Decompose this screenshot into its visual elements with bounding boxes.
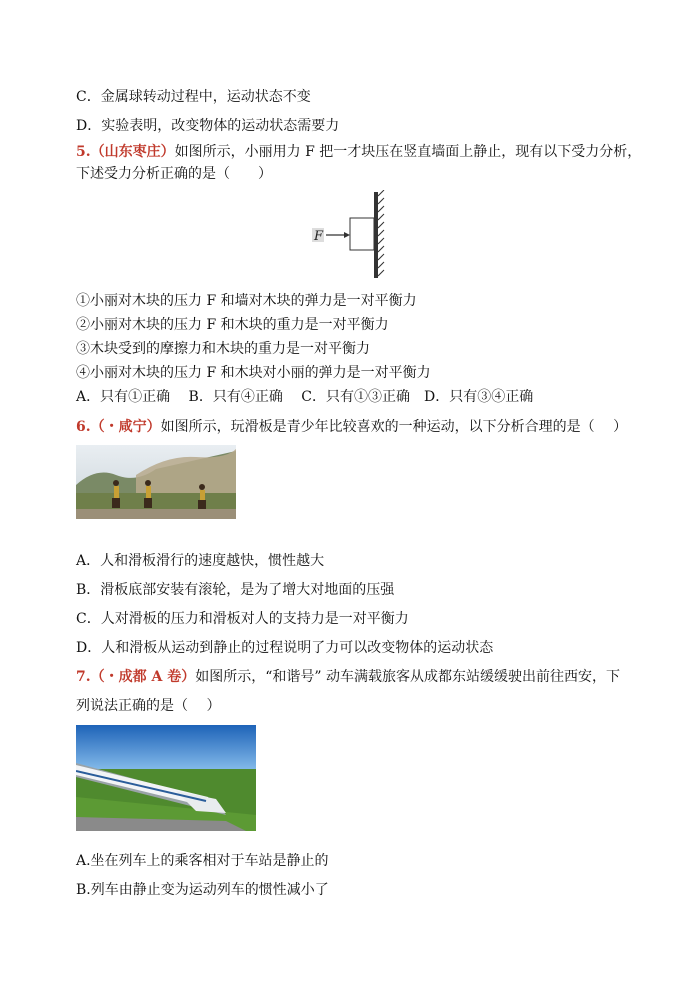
wall	[374, 192, 378, 278]
train-photo	[76, 725, 256, 831]
question-source: （・咸宁）	[90, 419, 161, 435]
question-number: 7.	[76, 669, 91, 685]
question-7-stem	[76, 668, 620, 686]
question-text: 如图所示，玩滑板是青少年比较喜欢的一种运动，以下分析合理的是（ ）	[160, 419, 628, 435]
q5-statement-2: ②小丽对木块的压力 F 和木块的重力是一对平衡力	[76, 317, 389, 333]
question-text: 如图所示，小丽用力 F 把一才块压在竖直墙面上静止，现有以下受力分析，	[174, 144, 642, 160]
wall-hatching	[378, 190, 384, 276]
force-label: F	[314, 229, 324, 244]
q6-option-a: A．人和滑板滑行的速度越快，惯性越大	[76, 553, 325, 569]
q6-option-c: C．人对滑板的压力和滑板对人的支持力是一对平衡力	[76, 611, 409, 627]
arrow-head-icon	[344, 232, 350, 238]
q5-statement-3: ③木块受到的摩擦力和木块的重力是一对平衡力	[76, 341, 370, 357]
force-wall-diagram	[310, 190, 390, 280]
q5-statement-1: ①小丽对木块的压力 F 和墙对木块的弹力是一对平衡力	[76, 293, 417, 309]
q5-statement-4: ④小丽对木块的压力 F 和木块对小丽的弹力是一对平衡力	[76, 365, 431, 381]
skateboard-photo	[76, 445, 236, 519]
q7-option-a: A.坐在列车上的乘客相对于车站是静止的	[76, 853, 329, 869]
q6-option-b: B．滑板底部安装有滚轮，是为了增大对地面的压强	[76, 582, 395, 598]
question-6-stem	[76, 418, 627, 436]
question-source: （・成都 A 卷）	[90, 669, 196, 685]
q5-options: A．只有①正确 B．只有④正确 C．只有①③正确 D．只有③④正确	[76, 389, 534, 405]
option-d-previous: D．实验表明，改变物体的运动状态需要力	[76, 118, 340, 134]
option-c-previous: C．金属球转动过程中，运动状态不变	[76, 89, 311, 105]
question-source: （山东枣庄）	[90, 144, 175, 160]
q6-option-d: D．人和滑板从运动到静止的过程说明了力可以改变物体的运动状态	[76, 640, 494, 656]
question-number: 5.	[76, 144, 91, 160]
question-5-stem-line2: 下述受力分析正确的是（ ）	[76, 166, 272, 182]
wood-block	[350, 218, 374, 250]
q7-option-b: B.列车由静止变为运动列车的惯性减小了	[76, 882, 329, 898]
question-5-stem	[76, 143, 641, 161]
question-7-stem-line2: 列说法正确的是（ ）	[76, 698, 221, 714]
question-number: 6.	[76, 419, 91, 435]
question-text: 如图所示，“和谐号” 动车满载旅客从成都东站缓缓驶出前往西安，下	[195, 669, 621, 685]
